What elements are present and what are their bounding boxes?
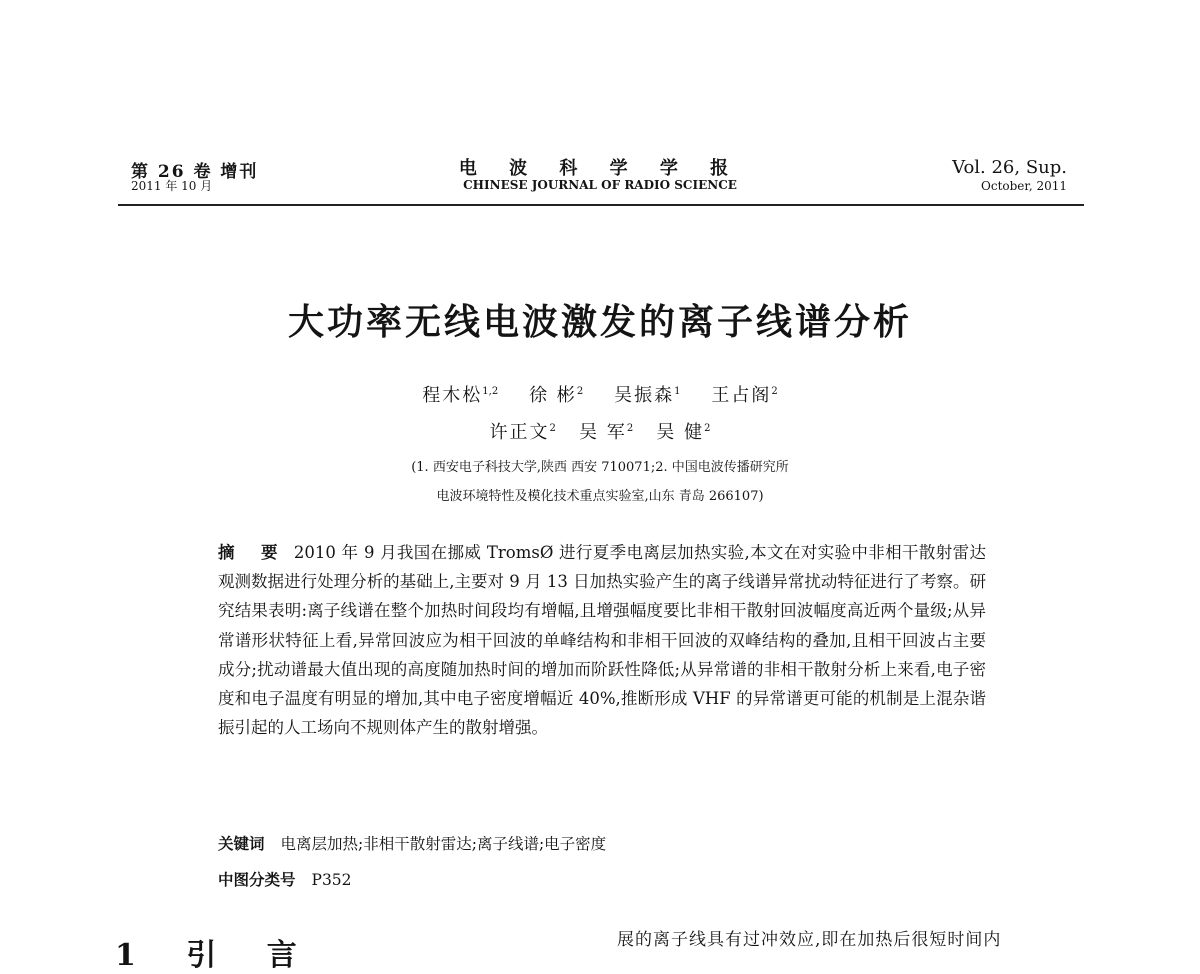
author-affiliation-mark: 2 [704,423,711,434]
header-rule [118,204,1084,206]
author-affiliation-mark: 1,2 [482,386,499,397]
author-affiliation-mark: 2 [549,423,556,434]
author-affiliation-mark: 2 [626,423,634,434]
section-heading: 1 引 言 [115,938,317,973]
abstract-label: 摘 要 [218,543,288,562]
keywords [218,832,606,854]
date-en: October, 2011 [981,179,1067,193]
date-cn: 2011 年 10 月 [131,179,213,193]
author-affiliation-mark: 2 [576,386,584,397]
author-name: 程木松 [422,385,483,406]
author-line-2 [0,418,1200,444]
classification-label: 中图分类号 [218,871,296,889]
abstract-text: 2010 年 9 月我国在挪威 TromsØ 进行夏季电离层加热实验,本文在对实验中非相干散射雷达观测数据进行处理分析的基础上,主要对 9 月 13 日加热实验产生的离子线谱异常扰动特征进行了考察。研究结果表明:离子线谱在整个加热时间段均有增幅,且增强幅度要比非相干散射回波幅度高近两个量级;从异常谱形状特征上看,异常回波应为相干回波的单峰结构和非相干回波的双峰结构的叠加,且相干回波占主要成分;扰动谱最大值出现的高度随加热时间的增加而阶跃性降低;从异常谱的非相干散射分析上来看,电子密度和电子温度有明显的增加,其中电子密度增幅近 40%,推断形成 VHF 的异常谱更可能的机制是上混杂谐振引起的人工场向不规则体产生的散射增强。 [218,543,986,738]
classification-code: P352 [311,871,352,889]
journal-title-en: CHINESE JOURNAL OF RADIO SCIENCE [463,178,737,192]
paper-title: 大功率无线电波激发的离子线谱分析 [287,301,912,343]
author-affiliation-mark: 1 [674,386,681,397]
author-name: 吴振森 [614,385,675,406]
volume-en: Vol. 26, Sup. [952,157,1067,178]
author-name: 王占阁 [711,385,772,406]
author-name: 许正文 [489,422,550,443]
abstract [218,538,986,742]
author-name: 吴 军 [579,422,627,443]
classification [218,868,352,890]
affiliation-line-2: 电波环境特性及模化技术重点实验室,山东 青岛 266107) [436,489,764,504]
affiliation-line-1: (1. 西安电子科技大学,陕西 西安 710071;2. 中国电波传播研究所 [411,460,789,475]
volume-cn: 第 26 卷 增刊 [131,162,259,182]
journal-title-cn: 电 波 科 学 学 报 [458,158,742,179]
author-name: 吴 健 [656,422,705,443]
author-name: 徐 彬 [529,385,577,406]
keywords-text: 电离层加热;非相干散射雷达;离子线谱;电子密度 [280,835,607,853]
author-line-1 [0,381,1200,407]
keywords-label: 关键词 [218,835,265,853]
body-column2-line: 展的离子线具有过冲效应,即在加热后很短时间内 [617,930,1002,950]
author-affiliation-mark: 2 [771,386,778,397]
